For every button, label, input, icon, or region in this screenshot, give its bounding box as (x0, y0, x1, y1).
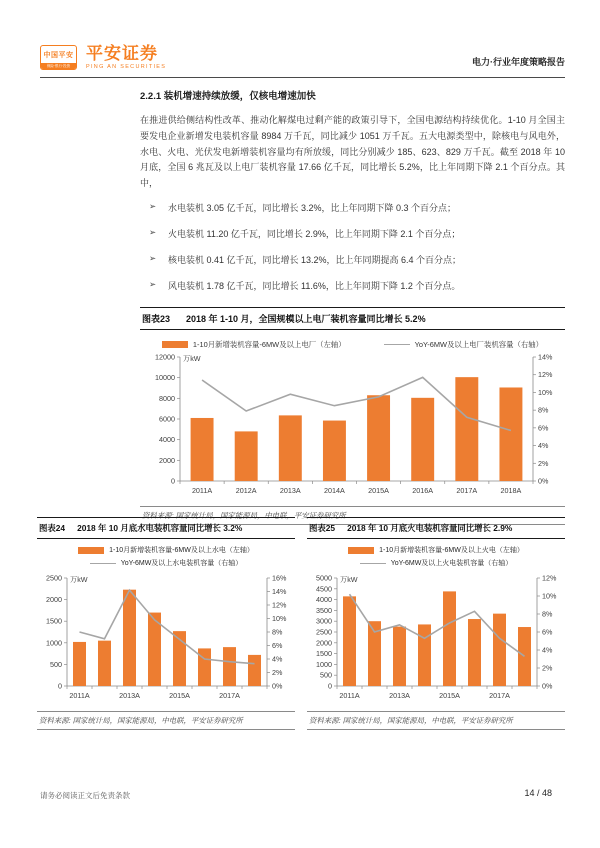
figure-label: 图表24 (39, 523, 66, 533)
svg-text:8%: 8% (272, 627, 283, 637)
svg-text:5000: 5000 (316, 573, 332, 583)
bar-swatch-icon (78, 547, 104, 554)
svg-text:14%: 14% (272, 587, 287, 596)
svg-text:2013A: 2013A (279, 485, 301, 495)
figure-25-chart (307, 571, 565, 704)
svg-text:3000: 3000 (316, 616, 332, 626)
svg-text:14%: 14% (538, 352, 553, 362)
svg-text:12%: 12% (538, 369, 553, 379)
bullet-text: 核电装机 0.41 亿千瓦，同比增长 13.2%，比上年同期提高 6.4 个百分点； (168, 254, 462, 265)
svg-text:万kW: 万kW (340, 575, 358, 584)
brand-logo (40, 45, 166, 70)
legend-item-bars (162, 339, 346, 350)
svg-text:2015A: 2015A (368, 485, 389, 495)
svg-text:10%: 10% (272, 614, 287, 623)
line-swatch-icon (360, 563, 386, 564)
svg-text:8000: 8000 (159, 393, 175, 403)
figure-23-title-row (140, 307, 565, 330)
svg-text:0: 0 (58, 681, 62, 691)
figure-24-legend (37, 545, 295, 571)
figure-title: 2018 年 10 月底火电装机容量同比增长 2.9% (347, 523, 513, 533)
figure-23-source: 资料来源: 国家统计局，国家能源局，中电联，平安证券研究所 (140, 506, 565, 525)
svg-text:0: 0 (328, 681, 332, 691)
legend-item-line (360, 558, 513, 568)
bullet-item-thermal (140, 227, 565, 240)
svg-text:6%: 6% (272, 641, 283, 650)
svg-text:0: 0 (171, 476, 175, 486)
svg-text:500: 500 (320, 670, 332, 680)
figure-title: 2018 年 10 月底水电装机容量同比增长 3.2% (77, 523, 243, 533)
legend-label: YoY-6MW及以上电厂装机容量（右轴） (414, 339, 544, 349)
figure-25-source: 资料来源: 国家统计局，国家能源局，中电联，平安证券研究所 (307, 711, 565, 730)
svg-text:10%: 10% (538, 387, 553, 397)
svg-text:12%: 12% (542, 573, 557, 583)
svg-text:4000: 4000 (159, 434, 175, 444)
page-number: 14 / 48 (524, 788, 552, 798)
svg-text:2012A: 2012A (235, 485, 257, 495)
legend-label: 1-10月新增装机容量-6MW及以上电厂（左轴） (192, 339, 346, 349)
svg-text:2%: 2% (538, 458, 549, 468)
svg-text:4000: 4000 (316, 595, 332, 605)
svg-text:2500: 2500 (46, 573, 62, 583)
svg-text:2015A: 2015A (169, 691, 190, 700)
body-paragraph: 在推进供给侧结构性改革、推动化解煤电过剩产能的政策引导下，全国电源结构持续优化。1-10 月全国主要发电企业新增发电装机容量 8984 万千瓦，同比减少 1051 万千瓦。五大电源类型中，除核电与风电外，水电、火电、光伏发电新增装机容量均有所放缓，同比分别减少 185、623、829 万千瓦。截至 2018 年 10 月底，全国 6 兆瓦及以上电厂装机容量 17.66 亿千瓦，同比增长 5.2%，比上年同期下降 2.1 个百分点。其中， (140, 115, 565, 188)
legend-item-bars (78, 545, 254, 555)
bullet-text: 水电装机 3.05 亿千瓦，同比增长 3.2%，比上年同期下降 0.3 个百分点； (168, 202, 457, 213)
legend-label: 1-10月新增装机容量-6MW及以上火电（左轴） (379, 547, 524, 554)
bar-swatch-icon (162, 341, 188, 348)
legend-item-line (384, 339, 543, 350)
svg-text:4500: 4500 (316, 584, 332, 594)
figure-25 (307, 517, 565, 730)
bullet-arrow-icon: ➢ (149, 278, 157, 289)
svg-text:2013A: 2013A (389, 691, 410, 700)
svg-text:0%: 0% (542, 681, 553, 691)
figure-23 (140, 307, 565, 525)
figure-24-source: 资料来源: 国家统计局，国家能源局，中电联，平安证券研究所 (37, 711, 295, 730)
legend-label: YoY-6MW及以上水电装机容量（右轴） (120, 560, 243, 567)
svg-text:1500: 1500 (46, 616, 62, 626)
figure-25-legend (307, 545, 565, 571)
bullet-arrow-icon: ➢ (149, 200, 157, 211)
svg-text:500: 500 (50, 659, 62, 669)
figure-23-legend (140, 339, 565, 350)
bullet-item-wind (140, 279, 565, 292)
bullet-item-hydro (140, 201, 565, 214)
svg-text:2013A: 2013A (119, 691, 140, 700)
svg-text:0%: 0% (538, 476, 549, 486)
report-type-label: 电力·行业年度策略报告 (472, 57, 565, 67)
figure-23-chart (140, 350, 565, 499)
svg-text:2017A: 2017A (456, 485, 478, 495)
svg-text:4%: 4% (542, 645, 553, 655)
legend-label: 1-10月新增装机容量-6MW及以上水电（左轴） (109, 547, 254, 554)
bullet-item-nuclear (140, 253, 565, 266)
svg-text:10%: 10% (542, 591, 557, 601)
svg-text:16%: 16% (272, 573, 287, 583)
svg-text:2011A: 2011A (339, 691, 360, 700)
svg-text:2000: 2000 (46, 595, 62, 605)
figure-24-title-row (37, 517, 295, 539)
svg-text:万kW: 万kW (70, 575, 88, 584)
svg-text:10000: 10000 (155, 372, 175, 382)
svg-text:2017A: 2017A (219, 691, 240, 700)
section-heading: 2.2.1 装机增速持续放缓，仅核电增速加快 (140, 91, 316, 102)
svg-text:2500: 2500 (316, 627, 332, 637)
svg-text:2%: 2% (542, 663, 553, 673)
bullet-text: 风电装机 1.78 亿千瓦，同比增长 11.6%，比上年同期下降 1.2 个百分点。 (168, 280, 461, 291)
svg-text:2%: 2% (272, 668, 283, 677)
svg-text:1000: 1000 (316, 659, 332, 669)
legend-item-line (90, 558, 243, 568)
svg-text:2011A: 2011A (191, 485, 213, 495)
line-swatch-icon (384, 344, 410, 345)
brand-name-en: PING AN SECURITIES (86, 64, 167, 70)
bullet-arrow-icon: ➢ (149, 226, 157, 237)
svg-text:0%: 0% (272, 681, 283, 691)
figure-row (37, 517, 565, 730)
svg-text:1000: 1000 (46, 638, 62, 648)
header-divider (40, 77, 565, 78)
svg-text:12000: 12000 (155, 352, 175, 362)
svg-text:4%: 4% (538, 440, 549, 450)
figure-25-title-row (307, 517, 565, 539)
svg-text:2014A: 2014A (324, 485, 345, 495)
bullet-text: 火电装机 11.20 亿千瓦，同比增长 2.9%，比上年同期下降 2.1 个百分点； (168, 228, 461, 239)
svg-text:2000: 2000 (316, 638, 332, 648)
svg-text:12%: 12% (272, 600, 287, 610)
pingan-badge-subtext: 保险·银行·投资 (41, 63, 76, 69)
legend-item-bars (348, 545, 524, 555)
svg-text:6000: 6000 (159, 414, 175, 424)
svg-text:8%: 8% (542, 609, 553, 619)
svg-text:2018A: 2018A (500, 485, 522, 495)
figure-24 (37, 517, 295, 730)
figure-label: 图表25 (309, 523, 336, 533)
svg-text:2015A: 2015A (439, 691, 460, 700)
svg-text:2011A: 2011A (69, 691, 90, 700)
figure-title: 2018 年 1-10 月，全国规模以上电厂装机容量同比增长 5.2% (186, 313, 426, 324)
figure-24-chart (37, 571, 295, 704)
svg-text:2017A: 2017A (489, 691, 510, 700)
line-swatch-icon (90, 563, 116, 564)
svg-text:万kW: 万kW (183, 353, 201, 363)
brand-name-cn: 平安证券 (86, 44, 158, 63)
content-column (140, 88, 565, 525)
bar-swatch-icon (348, 547, 374, 554)
svg-text:4%: 4% (272, 654, 283, 664)
svg-text:8%: 8% (538, 405, 549, 415)
svg-text:2000: 2000 (159, 455, 175, 465)
bullet-arrow-icon: ➢ (149, 252, 157, 263)
figure-label: 图表23 (142, 313, 171, 324)
svg-text:3500: 3500 (316, 605, 332, 615)
svg-text:6%: 6% (538, 423, 549, 433)
footer-disclaimer: 请务必阅读正文后免责条款 (40, 791, 130, 800)
pingan-badge-text: 中国平安 (43, 51, 74, 59)
legend-label: YoY-6MW及以上火电装机容量（右轴） (390, 560, 513, 567)
svg-text:6%: 6% (542, 627, 553, 637)
svg-text:1500: 1500 (316, 649, 332, 659)
svg-text:2016A: 2016A (412, 485, 434, 495)
pingan-logo-badge (40, 45, 77, 70)
